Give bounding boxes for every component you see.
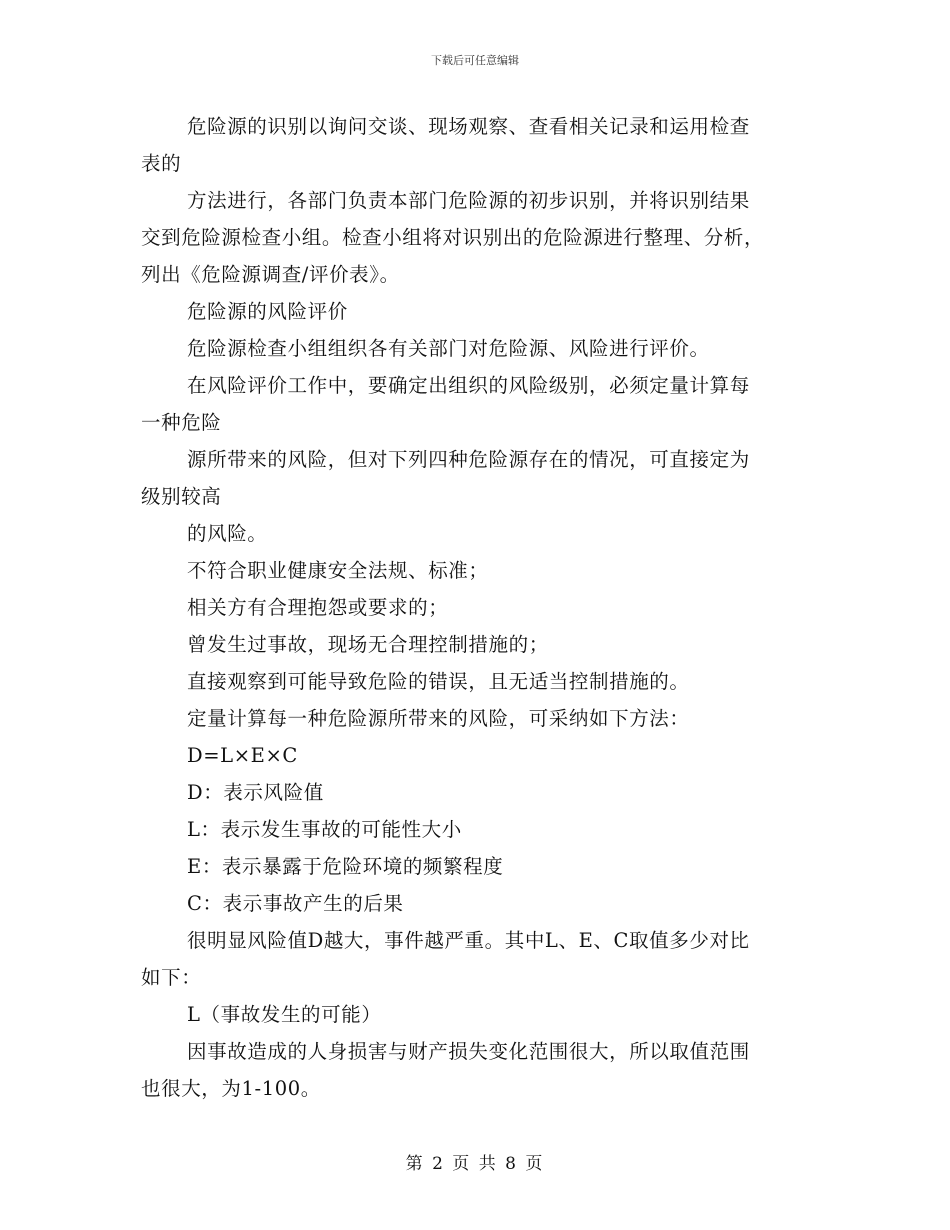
definition-item: E：表示暴露于危险环境的频繁程度	[187, 855, 504, 878]
text-line: 因事故造成的人身损害与财产损失变化范围很大，所以取值范围	[187, 1040, 750, 1063]
list-item: 不符合职业健康安全法规、标准；	[187, 559, 489, 582]
list-item: 直接观察到可能导致危险的错误，且无适当控制措施的。	[187, 670, 690, 693]
text-line: 也很大，为1-100。	[141, 1077, 321, 1100]
text-line: 危险源检查小组组织各有关部门对危险源、风险进行评价。	[187, 337, 710, 360]
definition-item: C：表示事故产生的后果	[187, 892, 404, 915]
text-line: 方法进行，各部门负责本部门危险源的初步识别，并将识别结果	[187, 189, 750, 212]
text-line: 定量计算每一种危险源所带来的风险，可采纳如下方法：	[187, 707, 690, 730]
text-line: 一种危险	[141, 411, 222, 434]
list-item: 曾发生过事故，现场无合理控制措施的；	[187, 633, 549, 656]
formula: D=L×E×C	[187, 744, 298, 767]
text-line: 交到危险源检查小组。检查小组将对识别出的危险源进行整理、分析，	[141, 226, 765, 249]
text-line: 危险源的识别以询问交谈、现场观察、查看相关记录和运用检查	[187, 115, 750, 138]
text-line: 表的	[141, 152, 182, 175]
text-line: 的风险。	[187, 522, 268, 545]
definition-item: L：表示发生事故的可能性大小	[187, 818, 462, 841]
definition-item: D：表示风险值	[187, 781, 324, 804]
text-line: 很明显风险值D越大，事件越严重。其中L、E、C取值多少对比	[187, 929, 750, 952]
page-header: 下载后可任意编辑	[431, 54, 519, 67]
text-line: 在风险评价工作中，要确定出组织的风险级别，必须定量计算每	[187, 374, 750, 397]
list-item: 相关方有合理抱怨或要求的；	[187, 596, 449, 619]
section-heading: L（事故发生的可能）	[187, 1003, 382, 1026]
page-footer: 第 2 页 共 8 页	[405, 1154, 545, 1174]
text-line: 源所带来的风险，但对下列四种危险源存在的情况，可直接定为	[187, 448, 750, 471]
text-line: 级别较高	[141, 485, 222, 508]
text-line: 列出《危险源调查/评价表》。	[141, 263, 400, 286]
section-heading: 危险源的风险评价	[187, 300, 348, 323]
document-body	[141, 108, 801, 1107]
text-line: 如下：	[141, 966, 202, 989]
